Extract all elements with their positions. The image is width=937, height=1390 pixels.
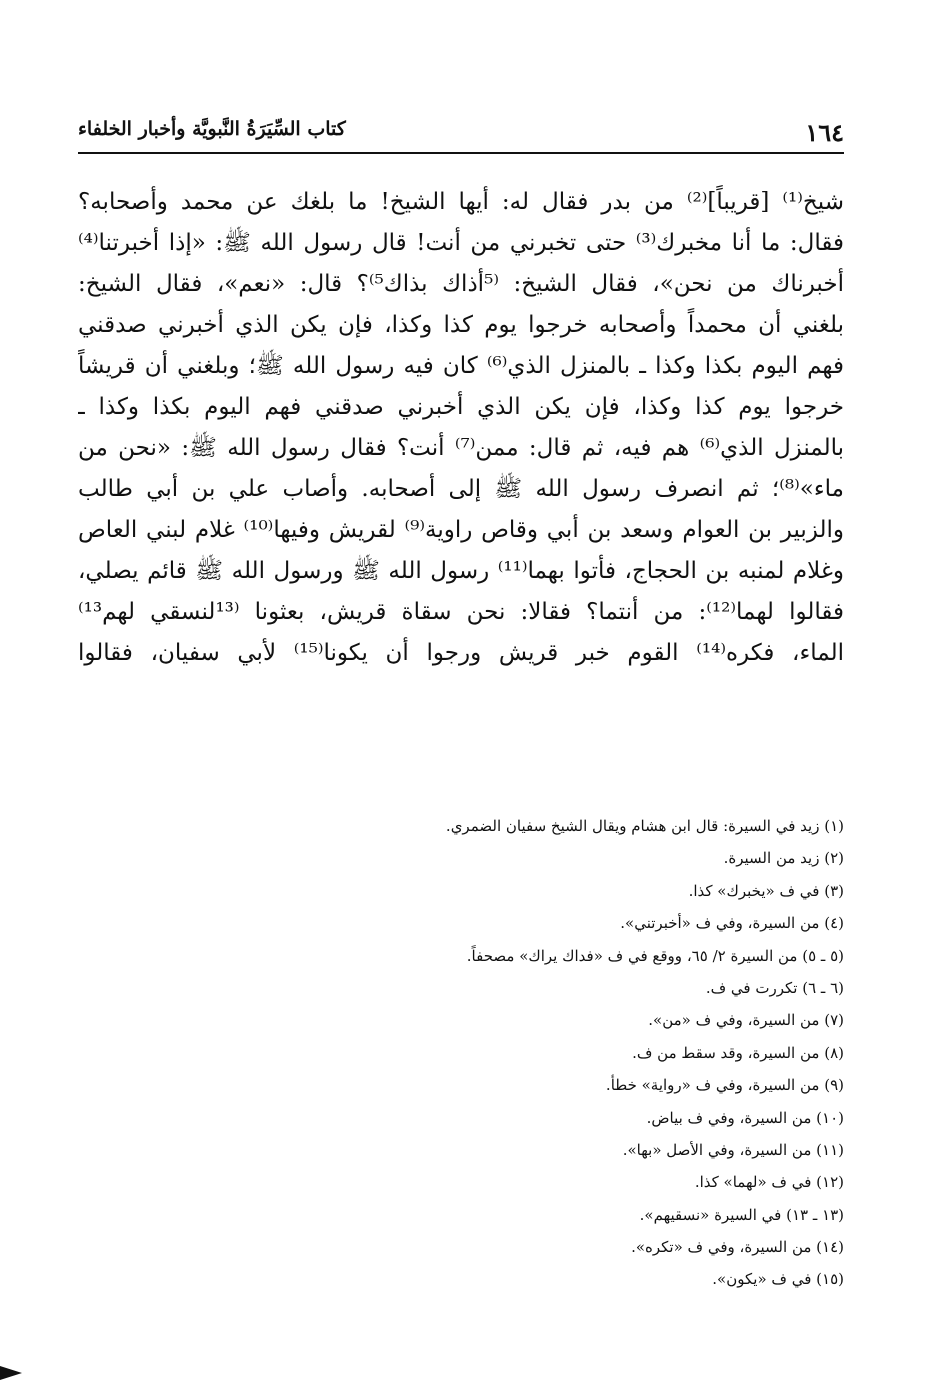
text-line: والزبير بن العوام وسعد بن أبي وقاص راوية⁽⁹⁾ لقريش وفيها⁽¹⁰⁾ غلام لبني العاص — [78, 517, 844, 543]
footnote: (١٤) من السيرة، وفي ف «تكره». — [631, 1238, 844, 1257]
book-title: كتاب السِّيَرَةُ النَّبويَّة وأخبار الخلفاء — [78, 118, 346, 140]
text-line: خرجوا يوم كذا وكذا، فإن يكن الذي أخبرني صدقني فهم اليوم بكذا وكذا ـ — [78, 394, 844, 420]
footnote: (٩) من السيرة، وفي ف «رواية» خطأ. — [605, 1076, 844, 1095]
footnote: (١٠) من السيرة، وفي ف بياض. — [646, 1108, 844, 1127]
footnote: (٢) زيد من السيرة. — [723, 849, 844, 868]
footnote: (١١) من السيرة، وفي الأصل «بها». — [622, 1140, 844, 1159]
text-line: شيخ⁽¹⁾ [قريباً]⁽²⁾ من بدر فقال له: أيها الشيخ! ما بلغك عن محمد وأصحابه؟ — [78, 189, 844, 215]
text-line: أخبرناك من نحن»، فقال الشيخ: ⁽⁵أذاك بذاك⁵⁾؟ قال: «نعم»، فقال الشيخ: — [78, 271, 844, 297]
main-text — [78, 182, 844, 674]
text-line: الماء، فكره⁽¹⁴⁾ القوم خبر قريش ورجوا أن يكونا⁽¹⁵⁾ لأبي سفيان، فقالوا — [78, 640, 844, 666]
text-line: فهم اليوم بكذا وكذا ـ بالمنزل الذي⁽⁶⁾ كان فيه رسول الله ﷺ؛ وبلغني أن قريشاً — [78, 353, 844, 379]
text-line: بلغني أن محمداً وأصحابه خرجوا يوم كذا وكذا، فإن يكن الذي أخبرني صدقني — [78, 312, 844, 338]
footnote: (١) زيد في السيرة: قال ابن هشام ويقال الشيخ سفيان الضمري. — [445, 817, 844, 835]
text-line: فقالوا لهما⁽¹²⁾: من أنتما؟ فقالا: نحن سقاة قريش، بعثونا ⁽¹³لنسقي لهم¹³⁾ — [78, 599, 844, 625]
page-corner-mark — [0, 1366, 22, 1380]
page-number: ١٦٤ — [805, 118, 844, 147]
text-line: فقال: ما أنا مخبرك⁽³⁾ حتى تخبرني من أنت! قال رسول الله ﷺ: «إذا أخبرتنا⁽⁴⁾ — [78, 230, 844, 256]
footnote: (١٣ ـ ١٣) في السيرة «نسقيهم». — [639, 1205, 844, 1224]
footnote: (٤) من السيرة، وفي ف «أخبرتني». — [620, 914, 844, 933]
running-header — [78, 118, 844, 154]
footnote: (٣) في ف «يخبرك» كذا. — [688, 881, 844, 900]
footnote: (٨) من السيرة، وقد سقط من ف. — [632, 1043, 844, 1062]
text-line: ماء»⁽⁸⁾؛ ثم انصرف رسول الله ﷺ إلى أصحابه. وأصاب علي بن أبي طالب — [78, 476, 844, 502]
text-line: وغلام لمنبه بن الحجاج، فأتوا بهما⁽¹¹⁾ رسول الله ﷺ ورسول الله ﷺ قائم يصلي، — [78, 558, 844, 584]
header-rule — [78, 152, 844, 154]
footnote: (١٥) في ف «يكون». — [712, 1270, 844, 1289]
footnotes — [244, 810, 844, 1296]
footnote: (١٢) في ف «لهما» كذا. — [694, 1173, 844, 1192]
footnote: (٧) من السيرة، وفي ف «من». — [648, 1011, 844, 1030]
footnote: (٥ ـ ٥) من السيرة ٢/ ٦٥، ووقع في ف «فداك يراك» مصحفاً. — [466, 946, 844, 965]
footnote: (٦ ـ ٦) تكررت في ف. — [705, 978, 844, 997]
text-line: بالمنزل الذي⁽⁶⁾ هم فيه، ثم قال: ممن⁽⁷⁾ أنت؟ فقال رسول الله ﷺ: «نحن من — [78, 435, 844, 461]
